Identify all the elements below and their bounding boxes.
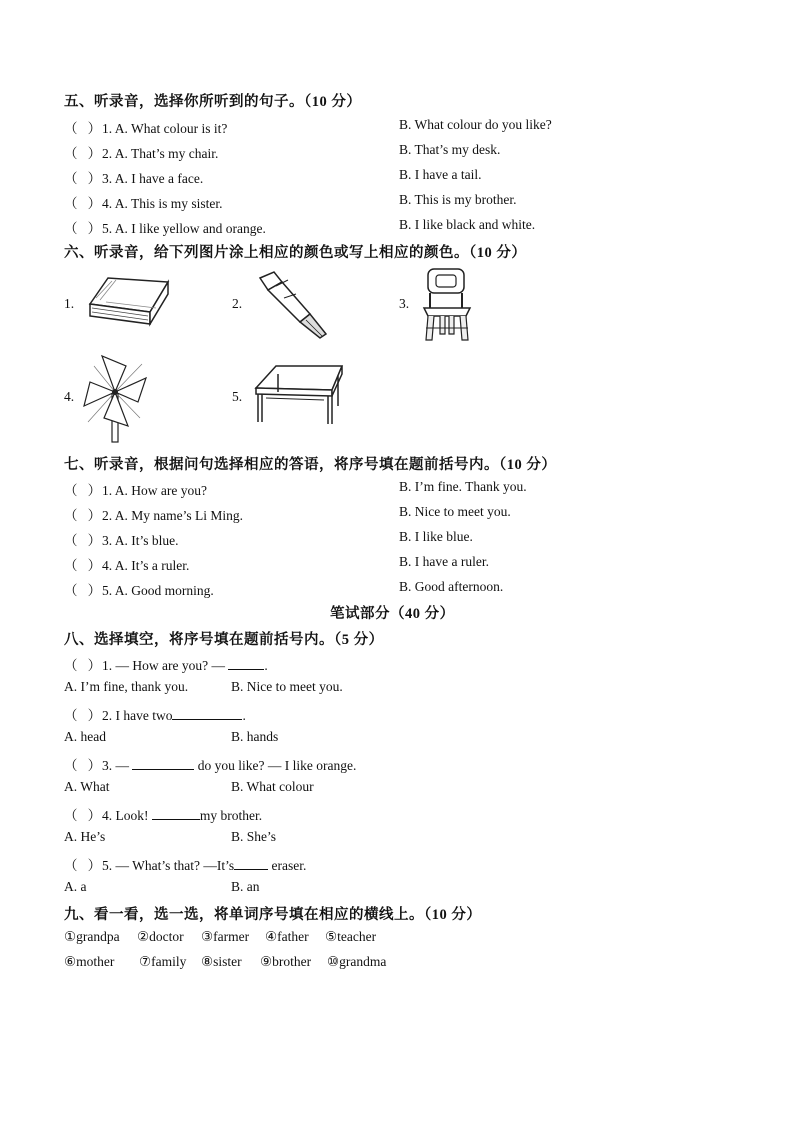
answer-bracket[interactable]: （ ） (64, 483, 102, 498)
question-1: （ ）1. — How are you? — . (64, 654, 268, 674)
answer-bracket[interactable]: （ ） (64, 558, 102, 573)
word-option: ④father (265, 929, 309, 944)
option-a: A. I’m fine, thank you. (64, 679, 189, 694)
answer-bracket[interactable]: （ ） (64, 758, 102, 773)
section6-heading: 六、听录音，给下列图片涂上相应的颜色或写上相应的颜色。（10 分） (64, 245, 527, 261)
answer-bracket[interactable]: （ ） (64, 533, 102, 548)
list-item: （ ）2. A. That’s my chair. (64, 142, 218, 162)
picture-number: 5. (232, 389, 243, 404)
word-option: ②doctor (137, 929, 184, 944)
list-item: （ ）1. A. What colour is it? (64, 117, 227, 137)
option-b: B. I’m fine. Thank you. (399, 479, 527, 494)
answer-bracket[interactable]: （ ） (64, 146, 102, 161)
word-option: ⑧sister (201, 954, 242, 969)
option-b: B. an (231, 879, 260, 894)
answer-bracket[interactable]: （ ） (64, 221, 102, 236)
option-b: B. I have a ruler. (399, 554, 489, 569)
word-option: ③farmer (201, 929, 250, 944)
question-3: （ ）3. — do you like? — I like orange. (64, 754, 356, 774)
option-a: A. He’s (64, 829, 106, 844)
option-b: B. Good afternoon. (399, 579, 504, 594)
answer-bracket[interactable]: （ ） (64, 858, 102, 873)
picture-number: 2. (232, 296, 243, 311)
fill-blank[interactable] (234, 858, 268, 870)
fill-blank[interactable] (228, 658, 264, 670)
list-item: （ ）5. A. Good morning. (64, 579, 214, 599)
desk-icon (252, 362, 348, 426)
option-a: A. What (64, 779, 110, 794)
list-item: （ ）4. A. It’s a ruler. (64, 554, 189, 574)
word-option: ⑥mother (64, 954, 115, 969)
fill-blank[interactable] (132, 758, 194, 770)
fill-blank[interactable] (152, 808, 200, 820)
question-5: （ ）5. — What’s that? —It’s eraser. (64, 854, 306, 874)
book-icon (86, 272, 172, 328)
list-item: （ ）3. A. I have a face. (64, 167, 203, 187)
answer-bracket[interactable]: （ ） (64, 121, 102, 136)
section9-heading: 九、看一看，选一选，将单词序号填在相应的横线上。（10 分） (64, 907, 482, 923)
word-option: ⑩grandma (327, 954, 387, 969)
option-b: B. I have a tail. (399, 167, 482, 182)
section5-heading: 五、听录音，选择你所听到的句子。（10 分） (64, 94, 362, 110)
list-item: （ ）1. A. How are you? (64, 479, 207, 499)
pinwheel-icon (80, 352, 150, 444)
chair-icon (418, 266, 476, 346)
word-option: ①grandpa (64, 929, 120, 944)
list-item: （ ）2. A. My name’s Li Ming. (64, 504, 243, 524)
option-b: B. I like black and white. (399, 217, 536, 232)
option-b: B. What colour do you like? (399, 117, 552, 132)
answer-bracket[interactable]: （ ） (64, 808, 102, 823)
picture-number: 3. (399, 296, 410, 311)
option-b: B. That’s my desk. (399, 142, 501, 157)
answer-bracket[interactable]: （ ） (64, 583, 102, 598)
option-a: A. head (64, 729, 106, 744)
section8-heading: 八、选择填空，将序号填在题前括号内。（5 分） (64, 632, 384, 648)
answer-bracket[interactable]: （ ） (64, 196, 102, 211)
question-4: （ ）4. Look! my brother. (64, 804, 262, 824)
list-item: （ ）4. A. This is my sister. (64, 192, 223, 212)
written-part-heading: 笔试部分（40 分） (330, 606, 455, 622)
list-item: （ ）5. A. I like yellow and orange. (64, 217, 266, 237)
word-option: ⑦family (139, 954, 187, 969)
option-b: B. Nice to meet you. (399, 504, 511, 519)
option-b: B. What colour (231, 779, 314, 794)
picture-number: 1. (64, 296, 75, 311)
answer-bracket[interactable]: （ ） (64, 508, 102, 523)
pen-icon (254, 268, 334, 340)
option-b: B. She’s (231, 829, 277, 844)
answer-bracket[interactable]: （ ） (64, 658, 102, 673)
option-b: B. I like blue. (399, 529, 473, 544)
question-2: （ ）2. I have two . (64, 704, 246, 724)
option-b: B. hands (231, 729, 279, 744)
section7-heading: 七、听录音，根据问句选择相应的答语，将序号填在题前括号内。（10 分） (64, 457, 557, 473)
answer-bracket[interactable]: （ ） (64, 708, 102, 723)
list-item: （ ）3. A. It’s blue. (64, 529, 179, 549)
option-b: B. This is my brother. (399, 192, 517, 207)
picture-number: 4. (64, 389, 75, 404)
fill-blank[interactable] (172, 708, 242, 720)
option-a: A. a (64, 879, 87, 894)
answer-bracket[interactable]: （ ） (64, 171, 102, 186)
word-option: ⑤teacher (325, 929, 377, 944)
option-b: B. Nice to meet you. (231, 679, 343, 694)
word-option: ⑨brother (260, 954, 312, 969)
